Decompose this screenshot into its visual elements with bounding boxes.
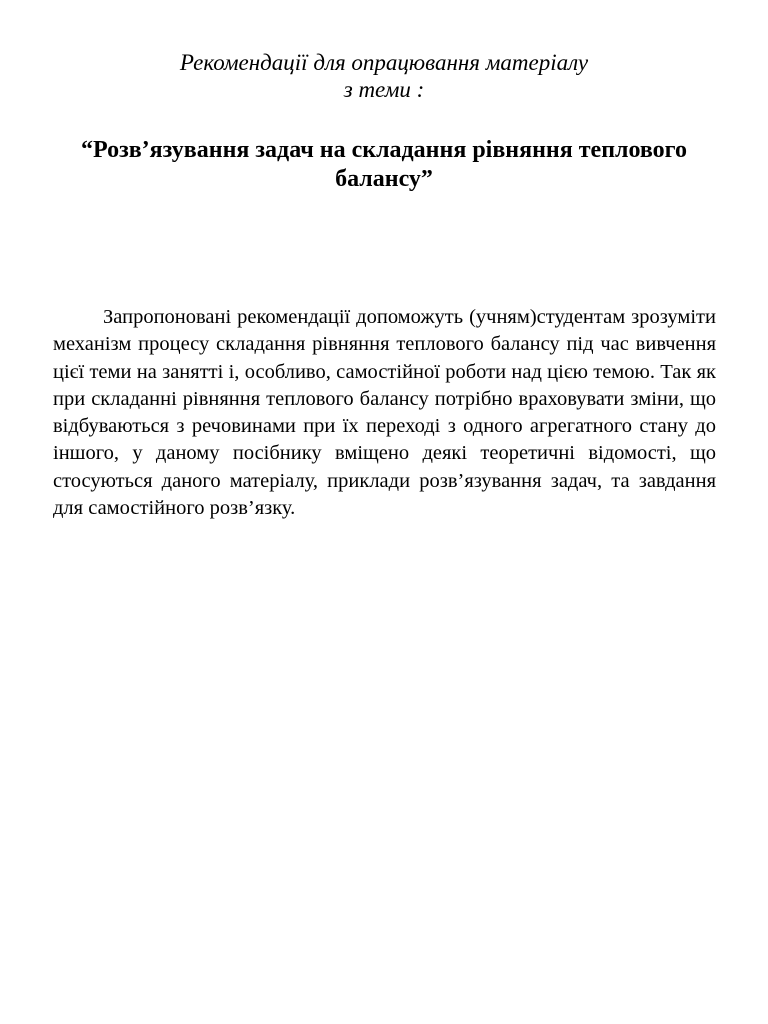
document-subtitle	[0, 49, 768, 103]
body-paragraph: Запропоновані рекомендації допоможуть (учням)студентам зрозуміти механізм процесу складання рівняння теплового балансу під час вивчення цієї теми на занятті і, особливо, самостійної роботи над цією темою. Так як при складанні рівняння теплового балансу потрібно враховувати зміни, що відбуваються з речовинами при їх переході з одного агрегатного стану до іншого, у даному посібнику вміщено деякі теоретичні відомості, що стосуються даного матеріалу, приклади розв’язування задач, та завдання для самостійного розв’язку.	[53, 306, 716, 520]
subtitle-line-1: Рекомендації для опрацювання матеріалу	[179, 50, 589, 75]
subtitle-line-2: з теми :	[343, 77, 425, 102]
document-title: “Розв’язування задач на складання рівняння теплового балансу”	[81, 137, 687, 192]
